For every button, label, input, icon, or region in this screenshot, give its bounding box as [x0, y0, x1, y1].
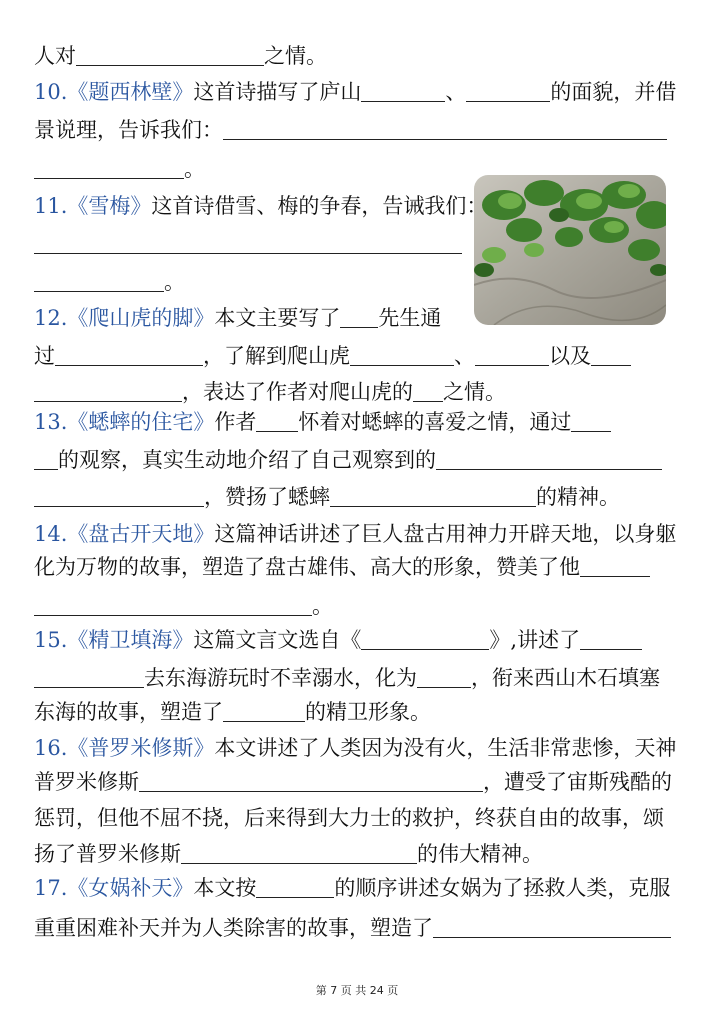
answer-blank[interactable] — [591, 343, 631, 366]
text: 扬了普罗米修斯 — [34, 842, 181, 866]
question-title: 10.《题西林壁》 — [34, 80, 194, 104]
answer-blank[interactable] — [76, 43, 264, 66]
q17-line1 — [34, 868, 680, 908]
page-footer: 第 7 页 共 24 页 — [315, 984, 399, 997]
q10-line2 — [34, 110, 680, 150]
answer-blank[interactable] — [55, 343, 203, 366]
text: 这首诗借雪、梅的争春，告诫我们： — [151, 194, 488, 218]
answer-blank[interactable] — [361, 79, 445, 102]
q16-line3 — [34, 798, 680, 838]
text: 这篇文言文选自《 — [193, 628, 362, 652]
q17-line2 — [34, 908, 680, 948]
answer-blank[interactable] — [223, 699, 305, 722]
text: 》,讲述了 — [489, 628, 581, 652]
text: 去东海游玩时不幸溺水，化为 — [144, 666, 417, 690]
question-title: 12.《爬山虎的脚》 — [34, 306, 215, 330]
answer-blank[interactable] — [330, 484, 536, 507]
text: 普罗米修斯 — [34, 770, 139, 794]
q12-line1 — [34, 298, 680, 338]
text: 先生通 — [378, 306, 442, 330]
question-title: 13.《蟋蟀的住宅》 — [34, 410, 215, 434]
question-title: 11.《雪梅》 — [34, 194, 152, 218]
text: 本文讲述了人类因为没有火，生活非常悲惨，天神 — [214, 736, 677, 760]
text: 这首诗描写了庐山 — [193, 80, 362, 104]
text: 化为万物的故事，塑造了盘古雄伟、高大的形象，赞美了他 — [34, 555, 580, 579]
text: 重重困难补天并为人类除害的故事，塑造了 — [34, 916, 433, 940]
answer-blank[interactable] — [256, 875, 334, 898]
text: 。 — [312, 594, 333, 618]
q12-line2 — [34, 336, 680, 376]
question-title: 14.《盘古开天地》 — [34, 522, 215, 546]
answer-blank[interactable] — [223, 117, 667, 140]
answer-blank[interactable] — [34, 269, 164, 292]
q15-line3 — [34, 692, 680, 732]
q14-line2 — [34, 547, 680, 587]
answer-blank[interactable] — [580, 627, 642, 650]
text: 、 — [445, 80, 467, 104]
q11-line2 — [34, 224, 680, 264]
question-title: 16.《普罗米修斯》 — [34, 736, 215, 760]
answer-blank[interactable] — [34, 231, 462, 254]
text: 之情。 — [264, 44, 327, 68]
answer-blank[interactable] — [580, 554, 650, 577]
text: 过 — [34, 344, 55, 368]
text: 的面貌，并借 — [550, 80, 677, 104]
answer-blank[interactable] — [34, 447, 58, 470]
text: 。 — [164, 270, 185, 294]
text: ，衔来西山木石填塞 — [471, 666, 660, 690]
text: 怀着对蟋蟀的喜爱之情，通过 — [298, 410, 572, 434]
q10-line1 — [34, 72, 680, 112]
answer-blank[interactable] — [139, 769, 483, 792]
q11-line3 — [34, 262, 680, 302]
answer-blank[interactable] — [181, 841, 417, 864]
text: 。 — [184, 157, 205, 181]
answer-blank[interactable] — [433, 915, 671, 938]
q9-continuation — [34, 36, 680, 76]
answer-blank[interactable] — [34, 379, 182, 402]
text: 的观察，真实生动地介绍了自己观察到的 — [58, 448, 436, 472]
answer-blank[interactable] — [256, 409, 298, 432]
text: 的精卫形象。 — [305, 700, 431, 724]
text: 的精神。 — [536, 485, 620, 509]
answer-blank[interactable] — [466, 79, 550, 102]
answer-blank[interactable] — [34, 156, 184, 179]
answer-blank[interactable] — [340, 305, 378, 328]
answer-blank[interactable] — [413, 379, 443, 402]
answer-blank[interactable] — [417, 665, 471, 688]
text: 作者 — [214, 410, 257, 434]
question-title: 15.《精卫填海》 — [34, 628, 194, 652]
answer-blank[interactable] — [34, 593, 312, 616]
text: 惩罚，但他不屈不挠，后来得到大力士的救护，终获自由的故事，颂 — [34, 806, 664, 830]
answer-blank[interactable] — [350, 343, 454, 366]
answer-blank[interactable] — [475, 343, 549, 366]
text: 的顺序讲述女娲为了拯救人类，克服 — [334, 876, 671, 900]
answer-blank[interactable] — [361, 627, 489, 650]
text: ，表达了作者对爬山虎的 — [182, 380, 413, 404]
text: 这篇神话讲述了巨人盘古用神力开辟天地，以身躯 — [214, 522, 677, 546]
answer-blank[interactable] — [34, 484, 204, 507]
text: 的伟大精神。 — [417, 842, 543, 866]
q13-line3 — [34, 477, 680, 517]
text: 景说理，告诉我们： — [34, 118, 223, 142]
text: 本文主要写了 — [214, 306, 341, 330]
text: 以及 — [549, 344, 591, 368]
q11-line1 — [34, 186, 680, 226]
text: 东海的故事，塑造了 — [34, 700, 223, 724]
text: 之情。 — [443, 380, 506, 404]
q13-line1 — [34, 402, 680, 442]
question-title: 17.《女娲补天》 — [34, 876, 194, 900]
text: 人对 — [34, 44, 76, 68]
text: ，遭受了宙斯残酷的 — [483, 770, 672, 794]
answer-blank[interactable] — [571, 409, 611, 432]
q13-line2 — [34, 440, 680, 480]
q15-line1 — [34, 620, 680, 660]
q16-line2 — [34, 762, 680, 802]
text: ，赞扬了蟋蟀 — [204, 485, 330, 509]
text: 、 — [454, 344, 475, 368]
text: 本文按 — [193, 876, 257, 900]
answer-blank[interactable] — [436, 447, 662, 470]
answer-blank[interactable] — [34, 665, 144, 688]
text: ，了解到爬山虎 — [203, 344, 350, 368]
